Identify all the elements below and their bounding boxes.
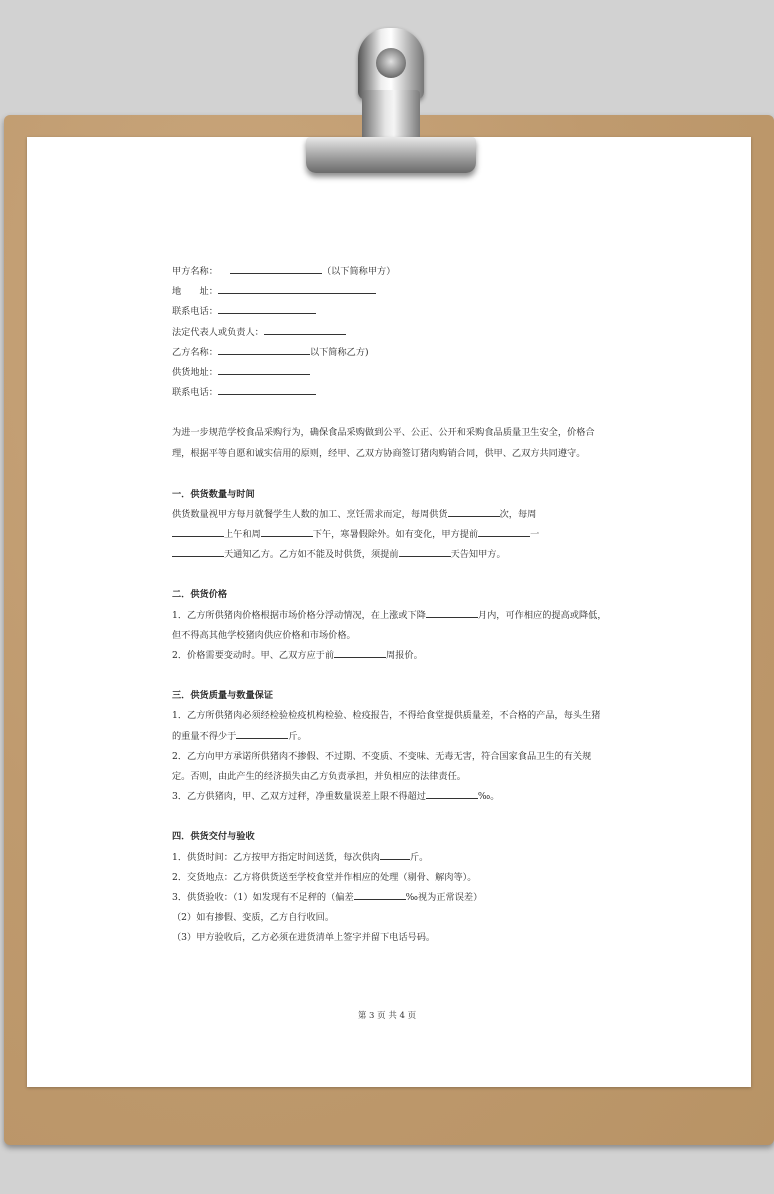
page-number: 第 3 页 共 4 页 xyxy=(357,1011,417,1021)
fill-blank xyxy=(218,363,310,375)
section-1-title: 一．供货数量与时间 xyxy=(172,488,255,500)
section-3-item-2: 2．乙方向甲方承诺所供猪肉不掺假、不过期、不变质、不变味、无毒无害，符合国家食品卫生的有关规定。否则，由此产生的经济损失由乙方负责承担，并负相应的法律责任。 xyxy=(172,750,592,783)
fill-blank xyxy=(264,323,346,335)
section-4-item-4: （2）如有掺假、变质，乙方自行收回。 xyxy=(172,912,335,924)
fill-blank xyxy=(230,262,322,274)
party-field-label: 联系电话： xyxy=(172,306,218,318)
section-3-item-1: 1．乙方所供猪肉必须经检验检疫机构检验、检疫报告，不得给食堂提供质量差，不合格的产品，每头生猪的重量不得少于 斤。 xyxy=(172,710,601,742)
party-field-suffix: 以下简称乙方) xyxy=(309,346,369,358)
section-3-title: 三．供货质量与数量保证 xyxy=(172,690,274,702)
party-field-label: 甲方名称： xyxy=(172,266,218,277)
section-2-item-1: 1．乙方所供猪肉价格根据市场价格分浮动情况，在上涨或下降 月内，可作相应的提高或降低，但不得高其他学校猪肉供应价格和市场价格。 xyxy=(172,606,607,646)
section-4-item-2: 2．交货地点：乙方将供货送至学校食堂并作相应的处理（剔骨、解肉等）。 xyxy=(172,871,477,883)
section-4-item-1: 1．供货时间：乙方按甲方指定时间送货，每次供肉 斤。 xyxy=(172,848,607,868)
fill-blank xyxy=(218,282,376,294)
section-1-text: 供货数量视甲方每月就餐学生人数的加工、烹饪需求而定，每周供货 次，每周 上午和周 下午，寒暑假除外。如有变化，甲方提前 一 天通知乙方。乙方如不能及时供货，须提前 天告知甲方。 xyxy=(172,505,607,566)
party-field xyxy=(172,363,607,383)
intro-paragraph: 为进一步规范学校食品采购行为，确保食品采购做到公平、公正、公开和采购食品质量卫生安全，价格合理，根据平等自愿和诚实信用的原则，经甲、乙双方协商签订猪肉购销合同，供甲、乙双方共同遵守。 xyxy=(172,427,595,460)
party-field xyxy=(172,383,607,403)
clip-hole xyxy=(376,48,406,78)
binder-clip xyxy=(306,137,476,173)
party-field-label: 法定代表人或负责人： xyxy=(172,326,264,338)
fill-blank xyxy=(218,383,316,395)
fill-blank xyxy=(218,302,316,314)
party-field-label: 乙方名称： xyxy=(172,346,218,358)
section-2-item-2: 2．价格需要变动时。甲、乙双方应于前 周报价。 xyxy=(172,646,607,666)
party-fields xyxy=(172,262,607,403)
party-field xyxy=(172,262,607,282)
party-field-label: 供货地址： xyxy=(172,367,218,379)
party-field-label: 地 址： xyxy=(172,286,218,298)
section-4-title: 四．供货交付与验收 xyxy=(172,831,255,843)
section-2-title: 二．供货价格 xyxy=(172,589,228,601)
section-3-item-3: 3．乙方供猪肉，甲、乙双方过秤，净重数量误差上限不得超过 ‰。 xyxy=(172,787,607,807)
section-4-item-5: （3）甲方验收后，乙方必须在进货清单上签字并留下电话号码。 xyxy=(172,932,436,944)
party-field xyxy=(172,343,607,363)
section-4-item-3: 3．供货验收：（1）如发现有不足秤的（偏差 ‰视为正常误差） xyxy=(172,888,607,908)
party-field xyxy=(172,282,607,302)
party-field xyxy=(172,323,607,343)
fill-blank xyxy=(218,343,310,355)
party-field-label: 联系电话： xyxy=(172,387,218,399)
contract-body xyxy=(172,262,607,949)
party-field-suffix: （以下简称甲方） xyxy=(321,266,396,277)
party-field xyxy=(172,302,607,322)
